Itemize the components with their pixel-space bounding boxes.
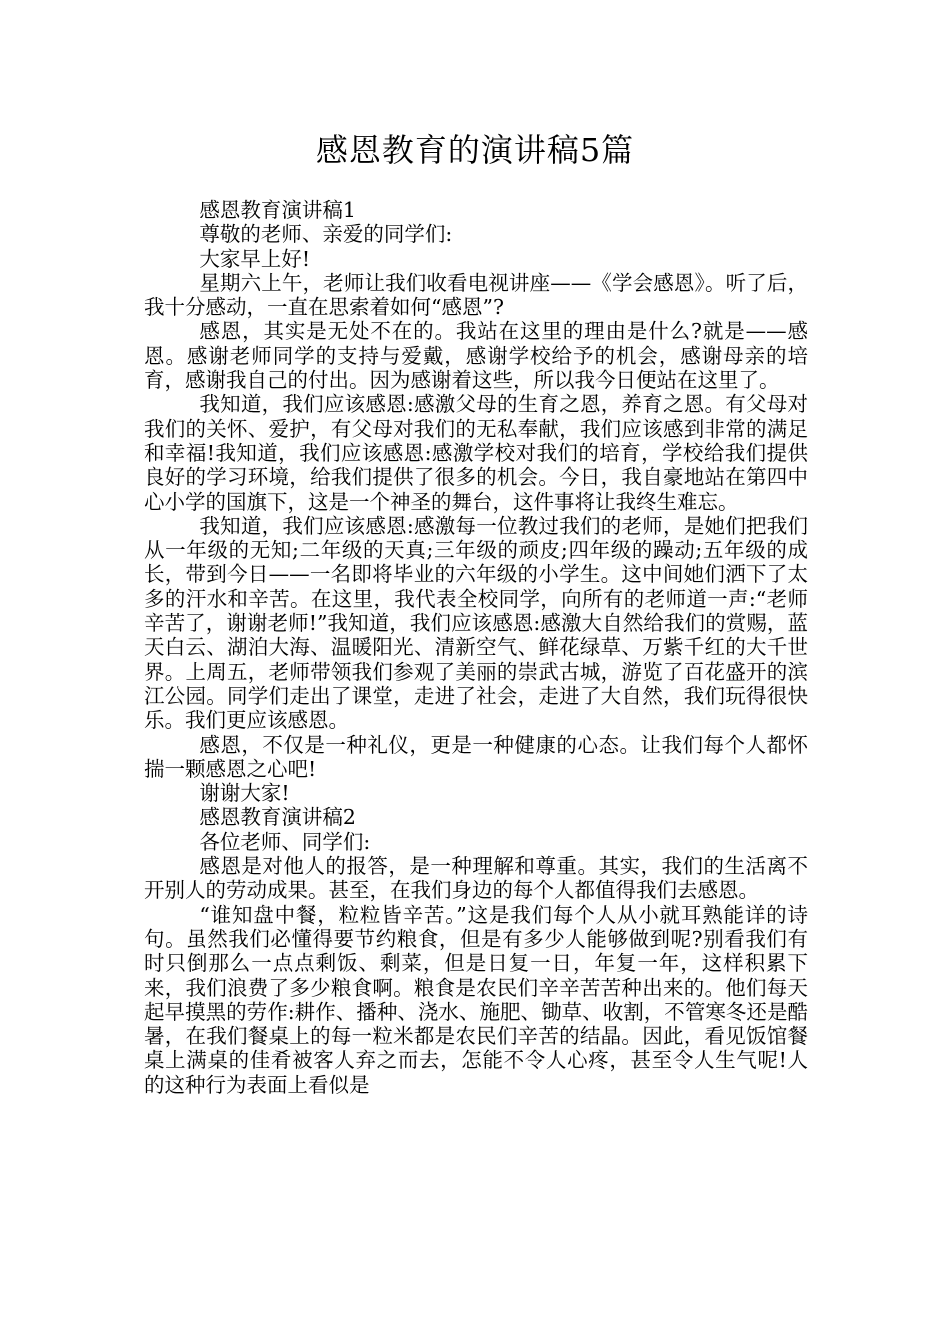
paragraph: 感恩，其实是无处不在的。我站在这里的理由是什么?就是——感恩。感谢老师同学的支持与爱戴，感谢学校给予的机会，感谢母亲的培育，感谢我自己的付出。因为感谢着这些，所以我今日便站在这里了。 xyxy=(144,319,808,393)
salutation: 尊敬的老师、亲爱的同学们: xyxy=(199,222,453,247)
section-heading: 感恩教育演讲稿2 xyxy=(199,805,356,830)
paragraph: 我知道，我们应该感恩:感激每一位教过我们的老师，是她们把我们从一年级的无知;二年级的天真;三年级的顽皮;四年级的躁动;五年级的成长，带到今日——一名即将毕业的六年级的小学生。这中间她们洒下了太多的汗水和辛苦。在这里，我代表全校同学，向所有的老师道一声:“老师辛苦了，谢谢老师!”我知道，我们应该感恩:感激大自然给我们的赏赐，蓝天白云、湖泊大海、温暖阳光、清新空气、鲜花绿草、万紫千红的大千世界。上周五，老师带领我们参观了美丽的崇武古城，游览了百花盛开的滨江公园。同学们走出了课堂，走进了社会，走进了大自然，我们玩得很快乐。我们更应该感恩。 xyxy=(144,513,808,733)
salutation: 各位老师、同学们: xyxy=(199,829,371,854)
paragraph: 星期六上午，老师让我们收看电视讲座——《学会感恩》。听了后，我十分感动，一直在思索着如何“感恩”? xyxy=(144,270,808,320)
closing: 谢谢大家! xyxy=(199,781,290,806)
paragraph: “谁知盘中餐，粒粒皆辛苦。”这是我们每个人从小就耳熟能详的诗句。虽然我们必懂得要节约粮食，但是有多少人能够做到呢?别看我们有时只倒那么一点点剩饭、剩菜，但是日复一日，年复一年，这样积累下来，我们浪费了多少粮食啊。粮食是农民们辛辛苦苦种出来的。他们每天起早摸黑的劳作:耕作、播种、浇水、施肥、锄草、收割，不管寒冬还是酷暑，在我们餐桌上的每一粒米都是农民们辛苦的结晶。因此，看见饭馆餐桌上满桌的佳肴被客人弃之而去，怎能不令人心疼，甚至令人生气呢!人的这种行为表面上看似是 xyxy=(144,902,808,1097)
document-body xyxy=(144,198,808,1097)
paragraph: 感恩，不仅是一种礼仪，更是一种健康的心态。让我们每个人都怀揣一颗感恩之心吧! xyxy=(144,732,808,781)
paragraph: 我知道，我们应该感恩:感激父母的生育之恩，养育之恩。有父母对我们的关怀、爱护，有父母对我们的无私奉献，我们应该感到非常的满足和幸福!我知道，我们应该感恩:感激学校对我们的培育，学校给我们提供良好的学习环境，给我们提供了很多的机会。今日，我自豪地站在第四中心小学的国旗下，这是一个神圣的舞台，这件事将让我终生难忘。 xyxy=(144,392,808,514)
section-heading: 感恩教育演讲稿1 xyxy=(199,198,356,222)
document-title: 感恩教育的演讲稿5篇 xyxy=(315,131,635,169)
greeting: 大家早上好! xyxy=(199,246,311,271)
paragraph: 感恩是对他人的报答，是一种理解和尊重。其实，我们的生活离不开别人的劳动成果。甚至，在我们身边的每个人都值得我们去感恩。 xyxy=(144,854,808,903)
